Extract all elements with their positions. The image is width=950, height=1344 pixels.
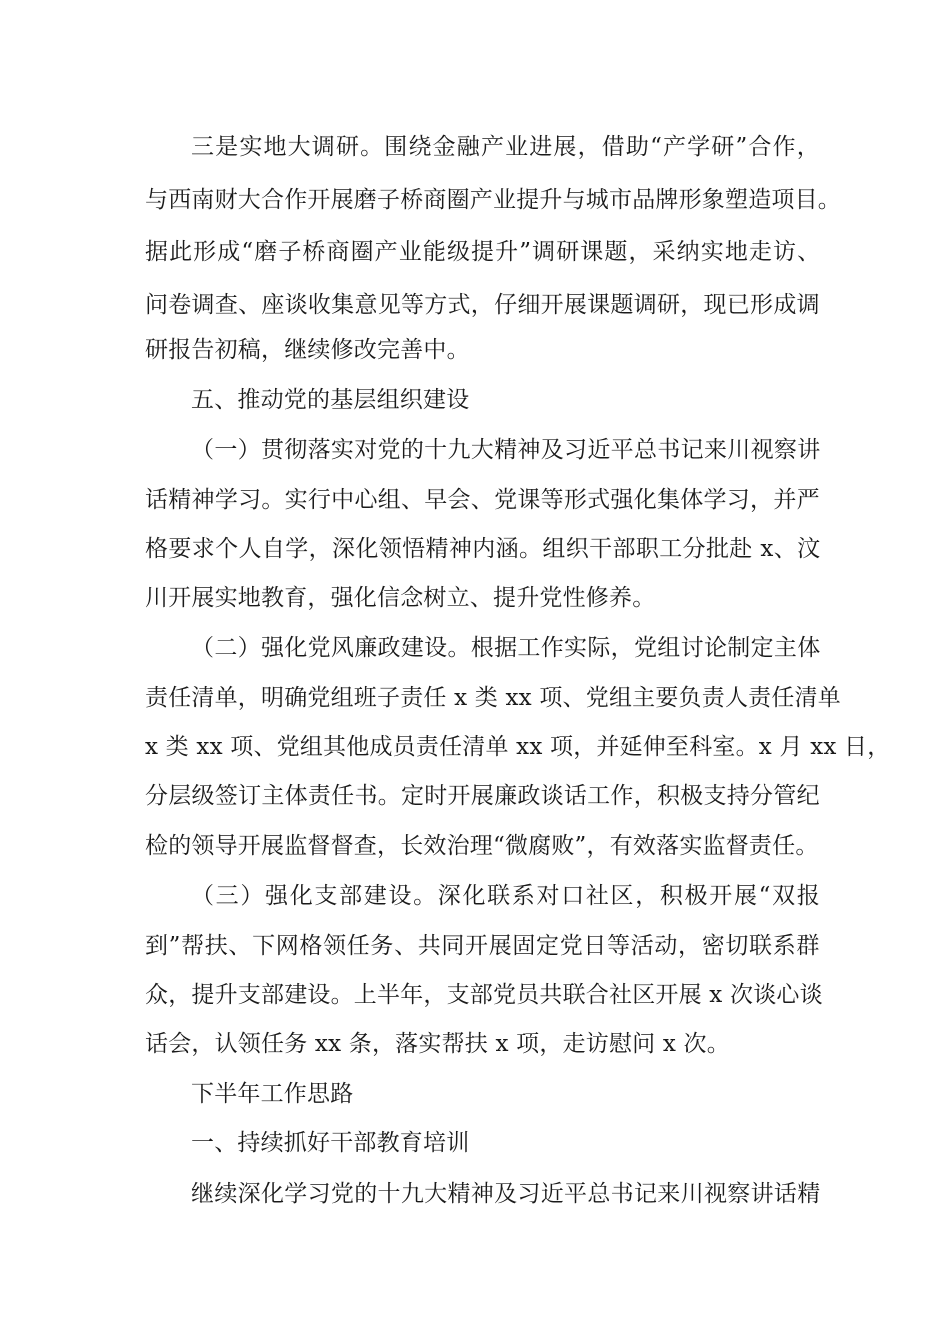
paragraph-line: 责任清单，明确党组班子责任 x 类 xx 项、党组主要负责人责任清单: [145, 685, 841, 711]
paragraph-line: 到”帮扶、下网格领任务、共同开展固定党日等活动，密切联系群: [145, 933, 821, 959]
paragraph-line: x 类 xx 项、党组其他成员责任清单 xx 项，并延伸至科室。x 月 xx 日，: [145, 734, 891, 760]
section-heading: 五、推动党的基层组织建设: [191, 387, 470, 413]
paragraph-line: （一）贯彻落实对党的十九大精神及习近平总书记来川视察讲: [191, 437, 821, 463]
paragraph-line: （二）强化党风廉政建设。根据工作实际，党组讨论制定主体: [191, 635, 821, 661]
paragraph-line: （三）强化支部建设。深化联系对口社区，积极开展“双报: [191, 883, 822, 909]
paragraph-line: 检的领导开展监督督查，长效治理“微腐败”，有效落实监督责任。: [145, 833, 819, 859]
paragraph-line: 分层级签订主体责任书。定时开展廉政谈话工作，积极支持分管纪: [145, 783, 820, 809]
paragraph-line: 格要求个人自学，深化领悟精神内涵。组织干部职工分批赴 x、汶: [145, 536, 821, 562]
paragraph-line: 与西南财大合作开展磨子桥商圈产业提升与城市品牌形象塑造项目。: [145, 187, 841, 213]
paragraph-line: 研报告初稿，继续修改完善中。: [145, 337, 470, 363]
paragraph-line: 继续深化学习党的十九大精神及习近平总书记来川视察讲话精: [191, 1181, 821, 1207]
paragraph-line: 据此形成“磨子桥商圈产业能级提升”调研课题，采纳实地走访、: [145, 239, 822, 265]
paragraph-line: 问卷调查、座谈收集意见等方式，仔细开展课题调研，现已形成调: [145, 292, 820, 318]
paragraph-line: 话精神学习。实行中心组、早会、党课等形式强化集体学习，并严: [145, 487, 820, 513]
paragraph-line: 三是实地大调研。围绕金融产业进展，借助“产学研”合作，: [191, 134, 821, 160]
section-heading: 一、持续抓好干部教育培训: [191, 1130, 470, 1156]
paragraph-line: 话会，认领任务 xx 条，落实帮扶 x 项，走访慰问 x 次。: [145, 1031, 730, 1057]
section-heading: 下半年工作思路: [191, 1081, 354, 1107]
paragraph-line: 众，提升支部建设。上半年，支部党员共联合社区开展 x 次谈心谈: [145, 982, 823, 1008]
paragraph-line: 川开展实地教育，强化信念树立、提升党性修养。: [145, 585, 656, 611]
